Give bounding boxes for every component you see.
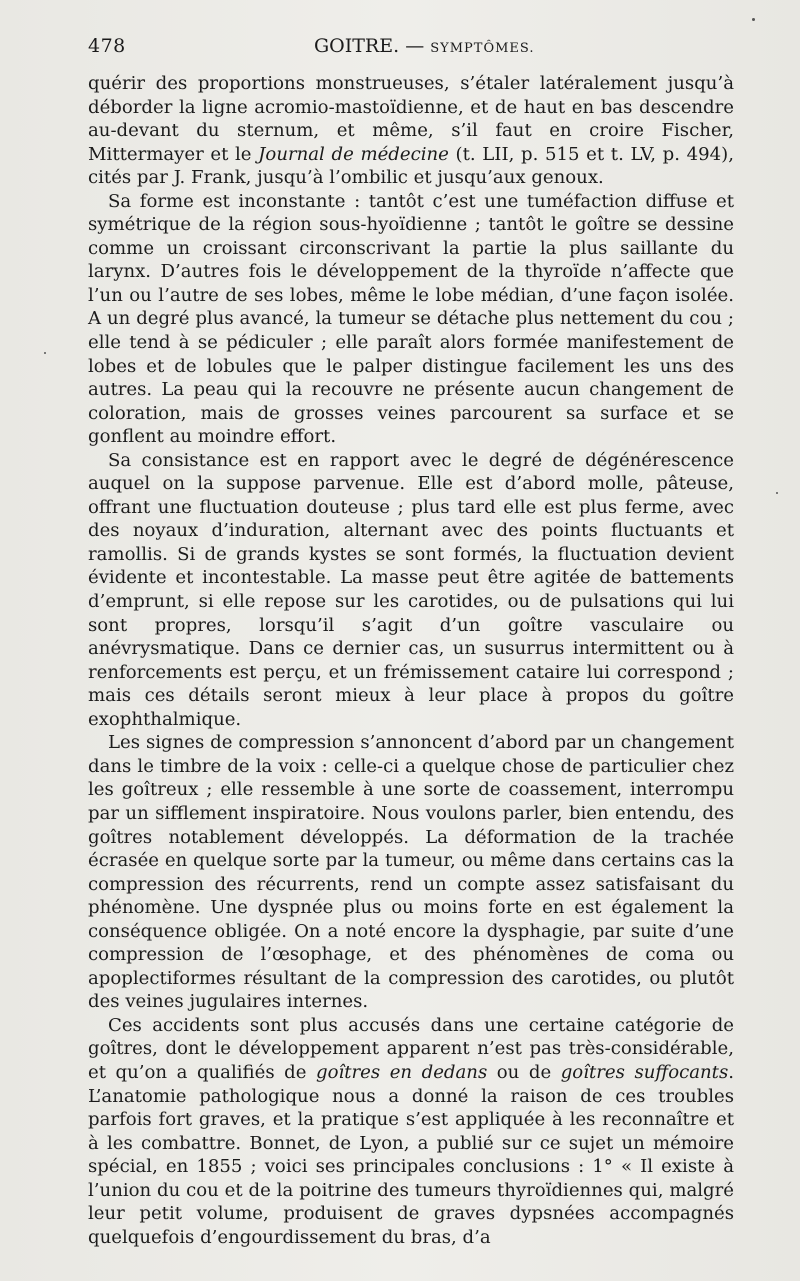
running-title xyxy=(314,35,535,57)
paragraph-1-text-a: quérir des proportions monstrueuses, s’étaler latéralement jusqu’à déborder la ligne acromio-mastoïdienne, et de haut en bas descendre au-devant du sternum, et même, s’il faut en croire Fischer, Mittermayer et le xyxy=(88,73,734,165)
header-section: SYMPTÔMES. xyxy=(430,41,535,56)
paragraph-3: Sa consistance est en rapport avec le degré de dégénérescence auquel on la suppose parvenue. Elle est d’abord molle, pâteuse, offrant une fluctuation douteuse ; plus tard elle est plus ferme, avec des noyaux d’induration, alternant avec des points fluctuants et ramollis. Si de grands kystes se sont formés, la fluctuation devient évidente et incontestable. La masse peut être agitée de battements d’emprunt, si elle repose sur les carotides, ou de pulsations qui lui sont propres, lorsqu’il s’agit d’un goître vasculaire ou anévrysmatique. Dans ce dernier cas, un susurrus intermittent ou à renforcements est perçu, et un frémissement cataire lui correspond ; mais ces détails seront mieux à leur place à propos du goître exophthalmique. xyxy=(88,449,734,730)
paragraph-1 xyxy=(88,72,734,190)
header-title: GOITRE. xyxy=(314,35,400,57)
paragraph-1-text-b: (t. LII, p. 515 et t. LV, p. 494), cités par J. Frank, jusqu’à l’ombilic et jusqu’aux genoux. xyxy=(88,143,734,189)
term-goitres-en-dedans: goîtres en dedans xyxy=(316,1061,488,1083)
body-text xyxy=(88,72,734,1249)
paragraph-5-text-c: . L’anatomie pathologique nous a donné la raison de ces troubles parfois fort graves, et la pratique s’est appliquée à les reconnaître et à les combattre. Bonnet, de Lyon, a publié sur ce sujet un mémoire spécial, en 1855 ; voici ses principales conclusions : 1° « Il existe à l’union du cou et de la poitrine des tumeurs thyroïdiennes qui, malgré leur petit volume, produisent de graves dypsnées accompagnés quelquefois d’engourdissement du bras, d’a xyxy=(88,1061,734,1248)
journal-title: Journal de médecine xyxy=(258,143,449,165)
running-header xyxy=(88,35,734,61)
paragraph-5-text-b: ou de xyxy=(487,1061,561,1083)
paragraph-5 xyxy=(88,1014,734,1249)
paragraph-5-text-a: Ces accidents sont plus accusés dans une certaine catégorie de goîtres, dont le développement apparent n’est pas très-considérable, et qu’on a qualifiés de xyxy=(88,1014,734,1083)
paragraph-4: Les signes de compression s’annoncent d’abord par un changement dans le timbre de la voix : celle-ci a quelque chose de particulier chez les goîtreux ; elle ressemble à une sorte de coassement, interrompu par un sifflement inspiratoire. Nous voulons parler, bien entendu, des goîtres notablement développés. La déformation de la trachée écrasée en quelque sorte par la tumeur, ou même dans certains cas la compression des récurrents, rend un compte assez satisfaisant du phénomène. Une dyspnée plus ou moins forte en est également la conséquence obligée. On a noté encore la dysphagie, par suite d’une compression de l’œsophage, et des phénomènes de coma ou apoplectiformes résultant de la compression des carotides, ou plutôt des veines jugulaires internes. xyxy=(88,732,734,1013)
scan-speck xyxy=(776,492,778,494)
page-number: 478 xyxy=(88,35,126,57)
header-separator: — xyxy=(405,35,425,57)
scan-speck xyxy=(44,352,46,354)
scan-speck xyxy=(752,18,755,21)
term-goitres-suffocants: goîtres suffocants xyxy=(560,1061,729,1083)
paragraph-2: Sa forme est inconstante : tantôt c’est une tuméfaction diffuse et symétrique de la région sous-hyoïdienne ; tantôt le goître se dessine comme un croissant circonscrivant la partie la plus saillante du larynx. D’autres fois le développement de la thyroïde n’affecte que l’un ou l’autre de ses lobes, même le lobe médian, d’une façon isolée. A un degré plus avancé, la tumeur se détache plus nettement du cou ; elle tend à se pédiculer ; elle paraît alors formée manifestement de lobes et de lobules que le palper distingue facilement les uns des autres. La peau qui la recouvre ne présente aucun changement de coloration, mais de grosses veines parcourent sa surface et se gonflent au moindre effort. xyxy=(88,190,734,448)
